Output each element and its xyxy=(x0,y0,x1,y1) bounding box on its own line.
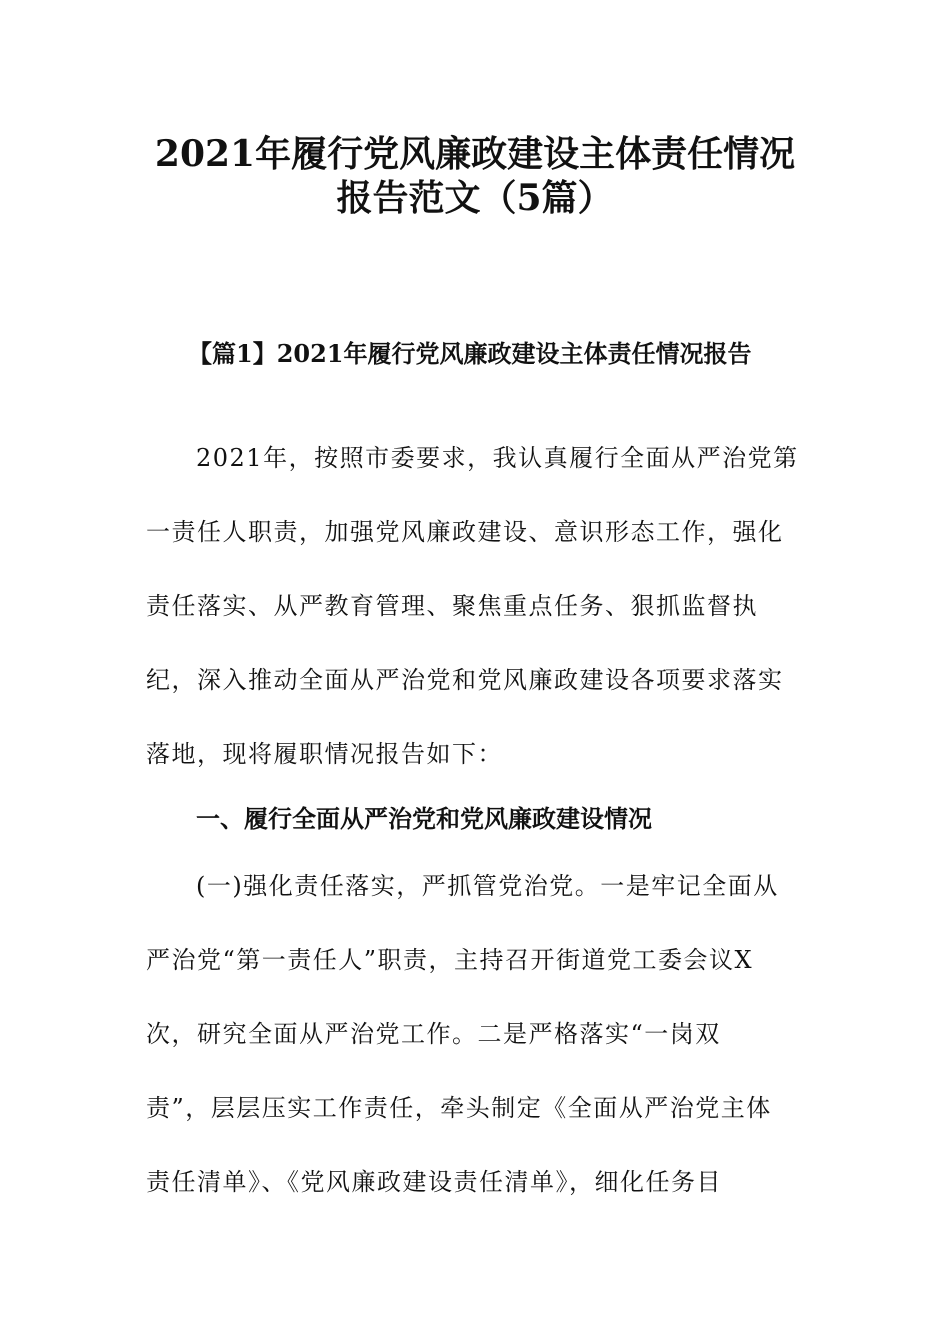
part-line-3: 次，研究全面从严治党工作。二是严格落实“一岗双 xyxy=(146,1020,721,1048)
document-title-line-1: 2021年履行党风廉政建设主体责任情况 xyxy=(154,133,796,175)
intro-line-1: 2021年，按照市委要求，我认真履行全面从严治党第 xyxy=(196,444,799,472)
part-line-4: 责”，层层压实工作责任，牵头制定《全面从严治党主体 xyxy=(146,1094,772,1122)
intro-line-2: 一责任人职责，加强党风廉政建设、意识形态工作，强化 xyxy=(146,518,784,546)
document-title-line-2: 报告范文（5篇） xyxy=(336,177,614,219)
part-heading: 一、履行全面从严治党和党风廉政建设情况 xyxy=(196,804,652,833)
part-line-2: 严治党“第一责任人”职责，主持召开街道党工委会议X xyxy=(146,946,754,974)
part-line-1: (一)强化责任落实，严抓管党治党。一是牢记全面从 xyxy=(196,872,779,900)
part-line-5: 责任清单》、《党风廉政建设责任清单》，细化任务目 xyxy=(146,1168,722,1196)
intro-line-4: 纪，深入推动全面从严治党和党风廉政建设各项要求落实 xyxy=(146,666,784,694)
section-heading: 【篇1】2021年履行党风廉政建设主体责任情况报告 xyxy=(188,339,752,368)
intro-line-3: 责任落实、从严教育管理、聚焦重点任务、狠抓监督执 xyxy=(146,592,758,620)
intro-line-5: 落地，现将履职情况报告如下： xyxy=(146,740,503,768)
